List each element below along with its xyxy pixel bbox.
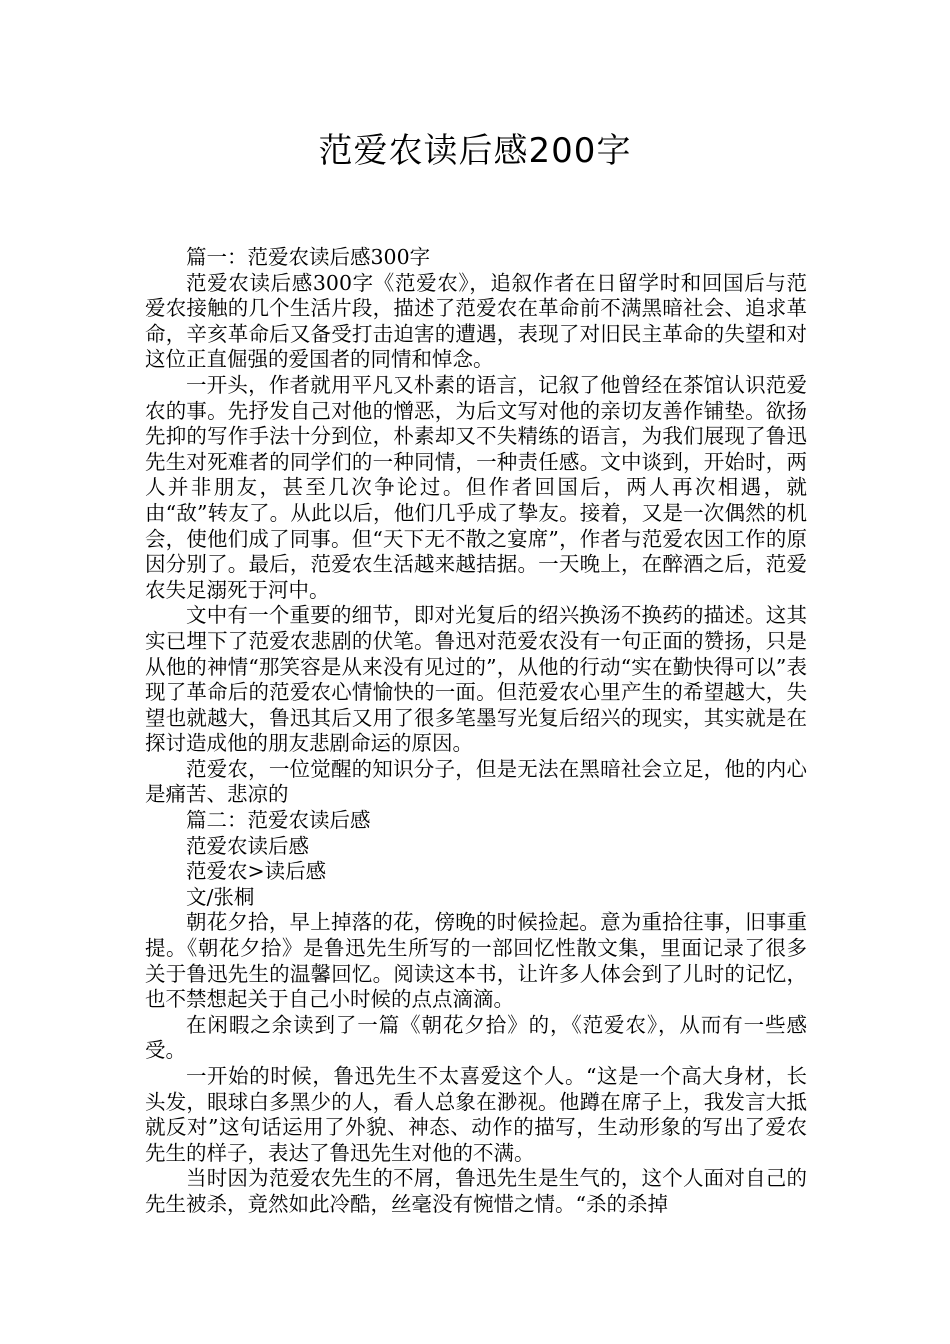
paragraph: 一开头，作者就用平凡又朴素的语言，记叙了他曾经在茶馆认识范爱农的事。先抒发自己对他的憎恶，为后文写对他的亲切友善作铺垫。欲扬先抑的写作手法十分到位，朴素却又不失精练的语言，为我们展现了鲁迅先生对死难者的同学们的一种同情，一种责任感。文中谈到，开始时，两人并非朋友，甚至几次争论过。但作者回国后，两人再次相遇，就由“敌”转友了。从此以后，他们几乎成了挚友。接着，又是一次偶然的机会，使他们成了同事。但“天下无不散之宴席”，作者与范爱农因工作的原因分别了。最后，范爱农生活越来越拮据。一天晚上，在醉酒之后，范爱农失足溺死于河中。 xyxy=(145,372,807,602)
paragraph: 篇二：范爱农读后感 xyxy=(186,808,371,833)
paragraph: 朝花夕拾，早上掉落的花，傍晚的时候捡起。意为重拾往事，旧事重提。《朝花夕拾》是鲁迅先生所写的一部回忆性散文集，里面记录了很多关于鲁迅先生的温馨回忆。阅读这本书，让许多人体会到了儿时的记忆，也不禁想起关于自己小时候的点点滴滴。 xyxy=(145,910,807,1012)
page-title: 范爱农读后感200字 xyxy=(318,131,632,171)
paragraph: 文/张桐 xyxy=(186,884,255,909)
paragraph: 范爱农，一位觉醒的知识分子，但是无法在黑暗社会立足，他的内心是痛苦、悲凉的 xyxy=(145,756,807,807)
paragraph: 篇一：范爱农读后感300字 xyxy=(186,245,431,269)
document-body xyxy=(145,245,807,1218)
paragraph: 范爱农读后感 xyxy=(186,833,309,858)
paragraph: 文中有一个重要的细节，即对光复后的绍兴换汤不换药的描述。这其实已埋下了范爱农悲剧的伏笔。鲁迅对范爱农没有一句正面的赞扬，只是从他的神情“那笑容是从来没有见过的”，从他的行动“实在勤快得可以”表现了革命后的范爱农心情愉快的一面。但范爱农心里产生的希望越大，失望也就越大，鲁迅其后又用了很多笔墨写光复后绍兴的现实，其实就是在探讨造成他的朋友悲剧命运的原因。 xyxy=(145,603,807,756)
paragraph: 当时因为范爱农先生的不屑，鲁迅先生是生气的，这个人面对自己的先生被杀，竟然如此冷酷，丝毫没有惋惜之情。“杀的杀掉 xyxy=(145,1166,807,1216)
paragraph: 一开始的时候，鲁迅先生不太喜爱这个人。“这是一个高大身材，长头发，眼球白多黑少的人，看人总象在渺视。他蹲在席子上，我发言大抵就反对”这句话运用了外貌、神态、动作的描写，生动形象的写出了爱农先生的样子，表达了鲁迅先生对他的不满。 xyxy=(145,1064,807,1165)
paragraph: 在闲暇之余读到了一篇《朝花夕拾》的，《范爱农》，从而有一些感受。 xyxy=(145,1012,807,1063)
paragraph: 范爱农读后感300字《范爱农》，追叙作者在日留学时和回国后与范爱农接触的几个生活片段，描述了范爱农在革命前不满黑暗社会、追求革命，辛亥革命后又备受打击迫害的遭遇，表现了对旧民主革命的失望和对这位正直倔强的爱国者的同情和悼念。 xyxy=(145,270,807,372)
paragraph: 范爱农>读后感 xyxy=(186,859,327,884)
